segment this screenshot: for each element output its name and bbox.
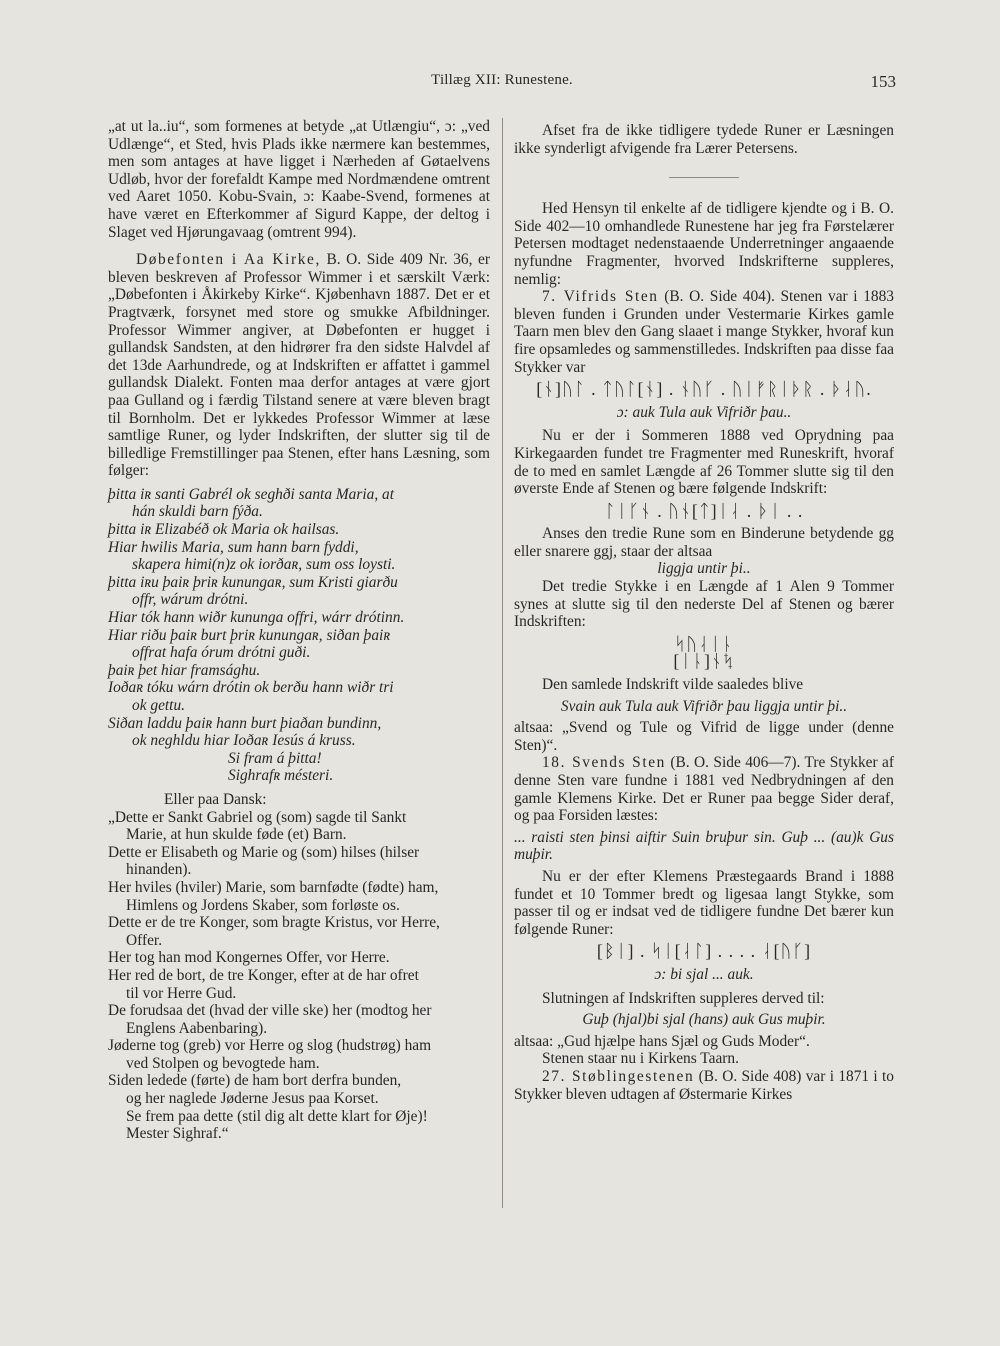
page-header (108, 72, 896, 94)
dobefonten-body: B. O. Side 409 Nr. 36, er bleven beskreven af Professor Wimmer i et særskilt Værk: „Døbefonten i Åkirkeby Kirke“. Kjøbenhavn 1887. Det er et Pragtværk, forsynet med store og smukke Afbildninger. Professor Wimmer angiver, at Døbefonten er hugget i gullandsk Sandsten, at den hidrører fra den sidste Halvdel af det 13de Aarhundrede, og at Indskriften er affattet i gammel gullandsk Dialekt. Fonten maa derfor antages at være gjort paa Gulland og i færdig Tilstand senere at være bleven bragt til Bornholm. Det er lykkedes Professor Wimmer at læse samtlige Runer, og lyder Indskriften, der slutter sig til de billedlige Fremstillinger paa Stenen, efter hans Læsning, som følger: (108, 251, 490, 480)
danish-line: til vor Herre Gud. (126, 984, 237, 1002)
heading-dobefonten: Døbefonten i Aa Kirke, (136, 251, 321, 269)
poem-line: þitta iʀu þaiʀ þriʀ kunungaʀ, sum Kristi giarðu (108, 573, 398, 591)
rune-inscription: ᛚᛁᚴᚾ . ᚢᚾ[ᛏ]ᛁᛆ . ᚦᛁ . . (604, 500, 804, 521)
poem-line: Siðan laddu þaiʀ hann burt þiaðan bundinn, (108, 714, 382, 732)
danish-line: Her tog han mod Kongernes Offer, vor Herre. (108, 949, 390, 967)
poem-line: þitta iʀ santi Gabrél ok seghði santa Maria, at (108, 485, 395, 503)
danish-line: Englens Aabenbaring). (126, 1019, 268, 1037)
column-divider (502, 118, 503, 1208)
rune-transliteration: Guþ (hjal)bi sjal (hans) auk Gus muþir. (582, 1011, 826, 1029)
poem-line: offr, wárum drótni. (132, 591, 249, 609)
paragraph-sommeren: Nu er der i Sommeren 1888 ved Oprydning paa Kirkegaarden fundet tre Fragmenter med Runeskrift, hvoraf de to med en samlet Længde af 26 Tommer slutte sig til den øverste Ende af Stenen og bære følgende Indskrift: (514, 427, 894, 498)
poem-line: Sighrafʀ mésteri. (228, 767, 334, 785)
runic-transcription (108, 486, 490, 785)
poem-line: offrat hafa órum drótni guði. (132, 644, 311, 662)
paragraph-taarn: Stenen staar nu i Kirkens Taarn. (542, 1050, 739, 1068)
dansk-intro: Eller paa Dansk: (164, 790, 267, 808)
paragraph-klemens: Nu er der efter Klemens Præstegaards Brand i 1888 fundet et 10 Tommer bredt og ligesaa langt Stykke, som passer til og er indsat ved de tidligere fundne Det bærer kun følgende Runer: (514, 867, 894, 938)
poem-line: hán skuldi barn fýða. (132, 503, 263, 521)
rune-inscription: [ᛒᛁ] . ᛋᛁ[ᛆᛚ] . . . . ᛆ[ᚢᚴ] (596, 941, 812, 962)
poem-line: ok neghldu hiar Ioðaʀ Iesús á kruss. (132, 732, 356, 750)
poem-line: Si fram á þitta! (228, 749, 322, 767)
left-column (108, 118, 490, 1143)
poem-line: Hiar riðu þaiʀ burt þriʀ kunungaʀ, siðan þaiʀ (108, 626, 391, 644)
danish-line: De forudsaa det (hvad der ville ske) her (modtog her (108, 1002, 432, 1020)
danish-line: Her red de bort, de tre Konger, efter at de har ofret (108, 966, 419, 984)
paragraph-anses: Anses den tredie Rune som en Binderune betydende gg eller snarere ggj, staar der altsaa (514, 525, 894, 560)
heading-stoblingestenen: 27. Støblingestenen (542, 1067, 695, 1085)
rune-transliteration: ɔ: bi sjal ... auk. (654, 965, 754, 983)
danish-line: Offer. (126, 931, 163, 949)
heading-svends-sten: 18. Svends Sten (542, 754, 666, 772)
poem-line: ok gettu. (132, 697, 185, 714)
rune-transliteration: Svain auk Tula auk Vifriðr þau liggja untir þi.. (560, 697, 848, 715)
danish-line: Siden ledede (førte) de ham bort derfra bunden, (108, 1072, 402, 1090)
right-column (514, 122, 894, 1103)
paragraph-afset: Afset fra de ikke tidligere tydede Runer er Læsningen ikke synderligt afvigende fra Lærer Petersens. (514, 122, 894, 157)
paragraph-svends: 18. Svends Sten (B. O. Side 406—7). Tre Stykker af denne Sten vare fundne i 1881 ved Nedbrydningen af den gamle Klemens Kirke. Det er Runer paa begge Sider deraf, og paa Forsiden læstes: (514, 754, 894, 825)
danish-line: Se frem paa dette (stil dig alt dette klart for Øje)! (126, 1107, 428, 1125)
danish-line: Marie, at hun skulde føde (et) Barn. (126, 826, 347, 844)
danish-line: Her hviles (hviler) Marie, som barnfødte (fødte) ham, (108, 878, 439, 896)
rune-transliteration: ... raisti sten þinsi aiftir Suin bruþur sin. Guþ ... (au)k Gus muþir. (514, 828, 894, 864)
section-rule (669, 177, 739, 178)
rune-inscription: [ᛁᚿ]ᚾᛪ (673, 651, 735, 672)
poem-line: Ioðaʀ tóku wárn drótin ok berðu hann wiðr tri (108, 679, 394, 697)
paragraph-altsaa: altsaa: „Svend og Tule og Vifrid de ligge under (denne Sten)“. (514, 719, 894, 754)
paragraph-samlede: Den samlede Indskrift vilde saaledes blive (542, 676, 804, 694)
danish-line: Himlens og Jordens Skaber, som forløste os. (126, 896, 400, 914)
rune-transliteration: liggja untir þi.. (657, 560, 751, 578)
paragraph-vifrids: 7. Vifrids Sten (B. O. Side 404). Stenen var i 1883 bleven funden i Grunden under Vestermarie Kirkes gamle Taarn men blev den Gang slaaet i mange Stykker, hvoraf kun fire opsamledes og sammenstilledes. Indskriften paa disse faa Stykker var (514, 288, 895, 376)
danish-line: Dette er de tre Konger, som bragte Kristus, vor Herre, (108, 914, 440, 932)
danish-line: Jøderne tog (greb) vor Herre og slog (hudstrøg) ham (108, 1037, 432, 1055)
paragraph-tredie: Det tredie Stykke i en Længde af 1 Alen 9 Tommer synes at slutte sig til den nederste Del af Stenen og bærer Indskriften: (514, 578, 894, 631)
paragraph-slutningen: Slutningen af Indskriften suppleres derved til: (542, 989, 825, 1007)
paragraph-altsaa: altsaa: „Gud hjælpe hans Sjæl og Guds Moder“. (514, 1032, 810, 1050)
heading-vifrids-sten: 7. Vifrids Sten (542, 288, 659, 306)
page-number: 153 (870, 72, 896, 91)
paragraph-intro: „at ut la..iu“, som formenes at betyde „at Utlængiu“, ɔ: „ved Udlænge“, et Sted, hvis Plads ikke nærmere kan bestemmes, men som antages at have ligget i Nærheden af Gøtaelvens Udløb, hvor der forefaldt Kampe med Nordmændene omtrent ved Aaret 1050. Kobu-Svain, ɔ: Kaabe-Svend, formenes at have været en Efterkommer af Sigurd Kappe, der deltog i Slaget ved Hjørungavaag (omtrent 994). (108, 118, 490, 241)
danish-line: og her naglede Jøderne Jesus paa Korset. (126, 1090, 379, 1108)
poem-line: þaiʀ þet hiar framsághu. (108, 661, 261, 679)
danish-line: Mester Sighraf.“ (126, 1125, 229, 1143)
danish-line: „Dette er Sankt Gabriel og (som) sagde til Sankt (108, 808, 407, 826)
danish-line: hinanden). (126, 861, 192, 879)
poem-line: Hiar tók hann wiðr kununga offri, wárr drótinn. (108, 609, 405, 627)
paragraph-hensyn: Hed Hensyn til enkelte af de tidligere kjendte og i B. O. Side 402—10 omhandlede Runestene har jeg fra Førstelærer Petersen modtaget nedenstaaende Underretninger angaaende nyfundne Fragmenter, hvorved Indskrifterne suppleres, nemlig: (514, 200, 894, 288)
poem-line: skapera himi(n)z ok iorðaʀ, sum oss loysti. (132, 556, 396, 574)
poem-line: Hiar hwilis Maria, sum hann barn fyddi, (108, 538, 359, 556)
danish-line: ved Stolpen og bevogtede ham. (126, 1054, 320, 1072)
rune-transliteration: ɔ: auk Tula auk Vifriðr þau.. (616, 403, 792, 421)
poem-line: þitta iʀ Elizabéð ok Maria ok hailsas. (108, 521, 340, 539)
rune-inscription: ᛋᚢᛆᛁᚿ (674, 633, 734, 654)
paragraph-stoblinge: 27. Støblingestenen (B. O. Side 408) var i 1871 i to Stykker bleven udtagen af Østermarie Kirkes (514, 1067, 895, 1103)
danish-line: Dette er Elisabeth og Marie og (som) hilses (hilser (108, 843, 420, 861)
running-title: Tillæg XII: Runestene. (431, 72, 573, 88)
danish-translation (108, 809, 490, 1143)
rune-inscription: [ᚾ]ᚢᛚ . ᛏᚢᛚ[ᚾ] . ᚾᚢᚴ . ᚢᛁᚠᚱᛁᚦᚱ . ᚦᛆᚢ. (536, 379, 872, 400)
paragraph-dobefonten (108, 251, 490, 480)
